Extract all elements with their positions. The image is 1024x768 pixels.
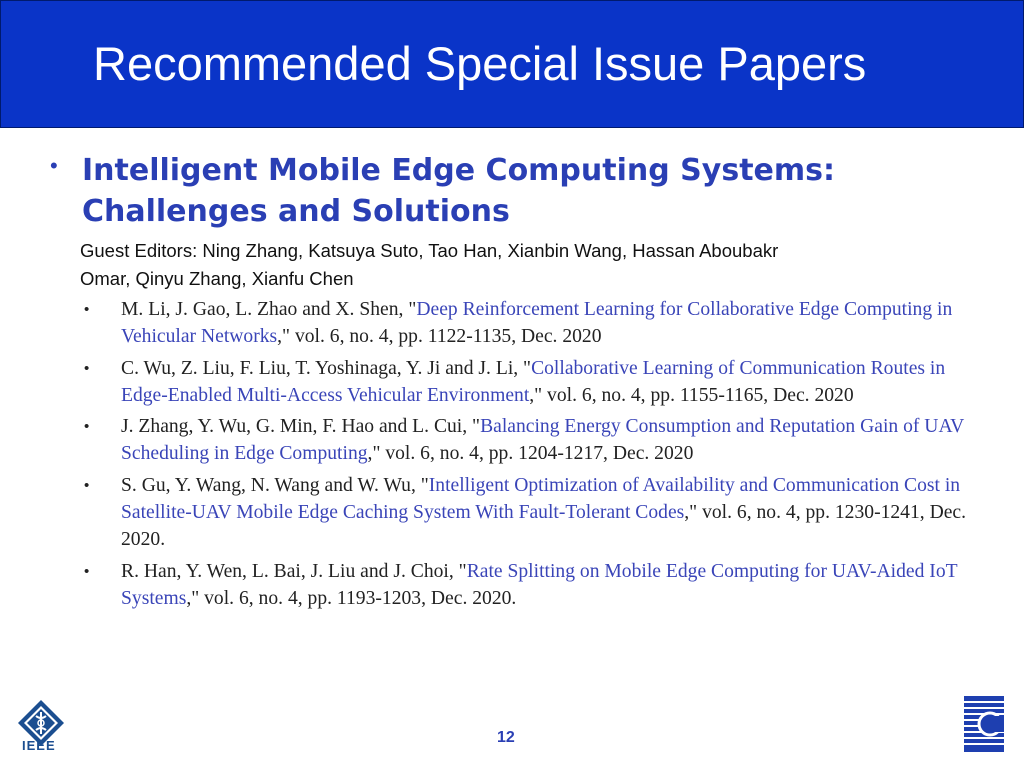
paper-item — [0, 558, 1024, 613]
paper-item — [0, 296, 1024, 351]
section-heading-line2: Challenges and Solutions — [82, 194, 510, 229]
guest-editors-line2: Omar, Qinyu Zhang, Xianfu Chen — [80, 268, 354, 289]
paper-title-link[interactable]: Intelligent Optimization of Availability and Communication Cost in Satellite-UAV Mobile Edge Caching System With Fault-Tolerant Codes — [121, 474, 961, 524]
section-heading-line1: Intelligent Mobile Edge Computing Systems: — [82, 153, 835, 188]
paper-citation: ," vol. 6, no. 4, pp. 1122-1135, Dec. 2020 — [277, 326, 602, 348]
paper-title-link[interactable]: Collaborative Learning of Communication Routes in Edge-Enabled Multi-Access Vehicular Environment — [121, 357, 946, 406]
paper-citation: ," vol. 6, no. 4, pp. 1155-1165, Dec. 2020 — [529, 384, 854, 406]
section-bullet: • — [50, 153, 58, 178]
paper-authors: C. Wu, Z. Liu, F. Liu, T. Yoshinaga, Y. Ji and J. Li, " — [121, 357, 532, 379]
paper-bullet: • — [84, 301, 90, 318]
slide-title: Recommended Special Issue Papers — [93, 37, 867, 90]
guest-editors — [80, 237, 980, 293]
guest-editors-line1: Guest Editors: Ning Zhang, Katsuya Suto, Tao Han, Xianbin Wang, Hassan Aboubakr — [80, 240, 779, 261]
paper-citation: ," vol. 6, no. 4, pp. 1204-1217, Dec. 2020 — [367, 443, 694, 465]
paper-bullet: • — [84, 418, 90, 436]
paper-authors: S. Gu, Y. Wang, N. Wang and W. Wu, " — [121, 474, 429, 496]
paper-text — [121, 472, 981, 554]
paper-title-link[interactable]: Rate Splitting on Mobile Edge Computing for UAV-Aided IoT Systems — [121, 560, 958, 609]
paper-title-link[interactable]: Deep Reinforcement Learning for Collaborative Edge Computing in Vehicular Networks — [121, 299, 953, 348]
title-bar — [0, 0, 1024, 128]
paper-authors: J. Zhang, Y. Wu, G. Min, F. Hao and L. Cui, " — [121, 416, 481, 438]
comsoc-logo-icon — [964, 696, 1004, 752]
paper-item — [0, 355, 1024, 410]
paper-title-link[interactable]: Balancing Energy Consumption and Reputation Gain of UAV Scheduling in Edge Computing — [121, 416, 964, 465]
paper-citation: ," vol. 6, no. 4, pp. 1193-1203, Dec. 2020. — [186, 587, 517, 609]
paper-authors: M. Li, J. Gao, L. Zhao and X. Shen, " — [121, 299, 417, 320]
paper-bullet: • — [84, 562, 90, 580]
paper-bullet: • — [84, 359, 90, 377]
paper-text — [121, 558, 981, 613]
paper-bullet: • — [84, 476, 90, 494]
paper-item — [0, 413, 1024, 468]
paper-authors: R. Han, Y. Wen, L. Bai, J. Liu and J. Choi, " — [121, 560, 467, 582]
paper-text — [121, 355, 981, 410]
paper-text — [121, 296, 981, 351]
paper-citation: ," vol. 6, no. 4, pp. 1230-1241, Dec. 2020. — [121, 502, 967, 551]
paper-text — [121, 413, 981, 468]
paper-item — [0, 472, 1024, 554]
paper-list — [0, 296, 1024, 616]
section-heading — [82, 150, 942, 232]
page-number: 12 — [497, 729, 515, 746]
ieee-logo-text: IEEE — [22, 738, 56, 753]
